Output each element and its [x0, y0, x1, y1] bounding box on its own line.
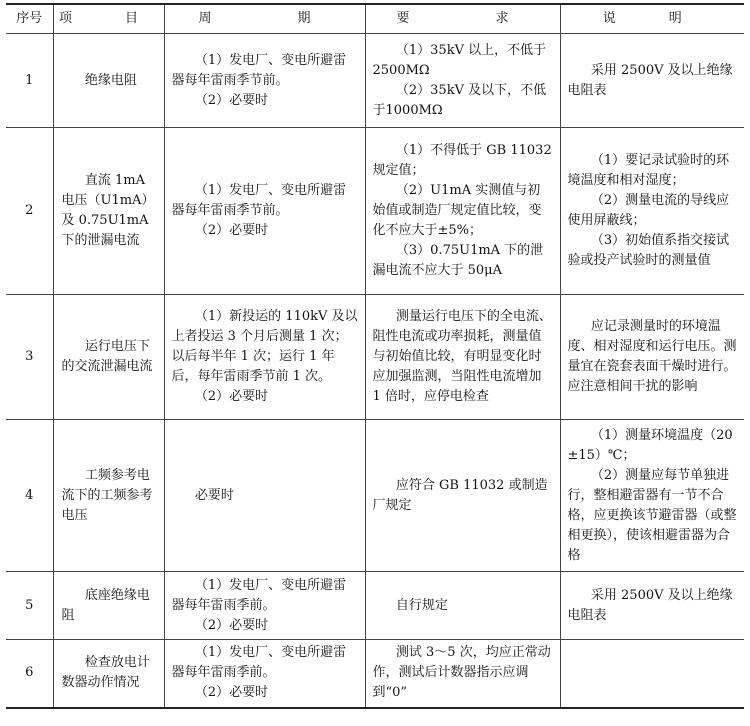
note-line: 采用 2500V 及以上绝缘电阻表 [567, 587, 733, 623]
table-row [6, 128, 744, 295]
period-cell [164, 128, 365, 295]
table-row [6, 295, 744, 420]
requirement-line: （1）35kV 以上，不低于2500MΩ [372, 42, 547, 78]
requirement-line: （2）35kV 及以下，不低于1000MΩ [372, 82, 547, 118]
period-line: （1）发电厂、变电所避雷器每年雷雨季前。 [171, 645, 347, 681]
requirement-line: （1）不得低于 GB 11032 规定值； [372, 143, 552, 178]
note-line: 应记录测量时的环境温度、相对湿度和运行电压。测量宜在瓷套表面干燥时进行。应注意相间干扰的影响 [567, 319, 737, 394]
table-row [6, 420, 744, 572]
requirement-cell [365, 34, 560, 128]
note-cell [560, 572, 744, 640]
table-row [6, 34, 744, 128]
row-number: 4 [6, 420, 53, 572]
table-row [6, 572, 744, 640]
requirement-cell [365, 640, 560, 708]
period-cell [164, 572, 365, 640]
period-line: （2）必要时 [194, 685, 269, 701]
requirement-cell [365, 572, 560, 640]
note-cell [560, 640, 744, 708]
period-line: （1）发电厂、变电所避雷器每年雷雨季节前。 [171, 52, 347, 88]
item-name: 运行电压下的交流泄漏电流 [53, 295, 164, 420]
period-line: （2）必要时 [194, 617, 269, 633]
requirement-line: 应符合 GB 11032 或制造厂规定 [372, 477, 548, 513]
period-cell [164, 640, 365, 708]
item-name: 检查放电计数器动作情况 [53, 640, 164, 708]
period-line: 必要时 [194, 487, 234, 503]
requirement-line: 自行规定 [395, 597, 448, 613]
requirement-cell [365, 128, 560, 295]
note-cell [560, 128, 744, 295]
row-number: 6 [6, 640, 53, 708]
period-line: （1）发电厂、变电所避雷器每年雷雨季前。 [171, 577, 347, 613]
note-line: （1）要记录试验时的环境温度和相对湿度； [567, 153, 730, 188]
note-cell [560, 420, 744, 572]
row-number: 3 [6, 295, 53, 420]
period-line: （2）必要时 [194, 389, 269, 404]
note-line: （1）测量环境温度（20±15）℃； [567, 427, 733, 463]
row-number: 2 [6, 128, 53, 295]
item-name: 工频参考电流下的工频参考电压 [53, 420, 164, 572]
period-cell [164, 34, 365, 128]
period-line: （2）必要时 [194, 92, 269, 108]
row-number: 1 [6, 34, 53, 128]
requirement-line: 测量运行电压下的全电流、阻性电流或功率损耗，测量值与初始值比较，有明显变化时应加强监测，当阻性电流增加 1 倍时，应停电检查 [372, 309, 552, 404]
header-note: 说 明 [560, 4, 744, 34]
header-item: 项 目 [53, 4, 164, 34]
header-row [6, 4, 744, 34]
row-number: 5 [6, 572, 53, 640]
item-name: 底座绝缘电阻 [53, 572, 164, 640]
item-name: 直流 1mA 电压（U1mA）及 0.75U1mA 下的泄漏电流 [53, 128, 164, 295]
period-line: （2）必要时 [194, 223, 269, 238]
note-line: （2）测量应每节单独进行，整相避雷器有一节不合格，应更换该节避雷器（或整相更换），使该相避雷器为合格 [567, 467, 737, 563]
note-line: 采用 2500V 及以上绝缘电阻表 [567, 62, 733, 98]
requirement-line: 测试 3～5 次，均应正常动作，测试后计数器指示应调到“0” [372, 645, 551, 701]
note-line: （3）初始值系指交接试验或投产试验时的测量值 [567, 233, 730, 268]
requirement-cell [365, 295, 560, 420]
header-num: 序号 [6, 4, 53, 34]
item-name: 绝缘电阻 [53, 34, 164, 128]
requirement-line: （2）U1mA 实测值与初始值或制造厂规定值比较，变化不应大于±5%； [372, 183, 542, 238]
note-cell [560, 295, 744, 420]
note-line: （2）测量电流的导线应使用屏蔽线； [567, 193, 730, 228]
requirement-cell [365, 420, 560, 572]
note-cell [560, 34, 744, 128]
specification-table [6, 3, 744, 709]
period-cell [164, 420, 365, 572]
header-requirement: 要 求 [365, 4, 560, 34]
table-row [6, 640, 744, 708]
header-period: 周 期 [164, 4, 365, 34]
period-cell [164, 295, 365, 420]
requirement-line: （3）0.75U1mA 下的泄漏电流不应大于 50μA [372, 243, 544, 278]
period-line: （1）发电厂、变电所避雷器每年雷雨季节前。 [171, 183, 347, 218]
period-line: （1）新投运的 110kV 及以上者投运 3 个月后测量 1 次；以后每半年 1 次；运行 1 年后，每年雷雨季节前 1 次。 [171, 309, 358, 384]
